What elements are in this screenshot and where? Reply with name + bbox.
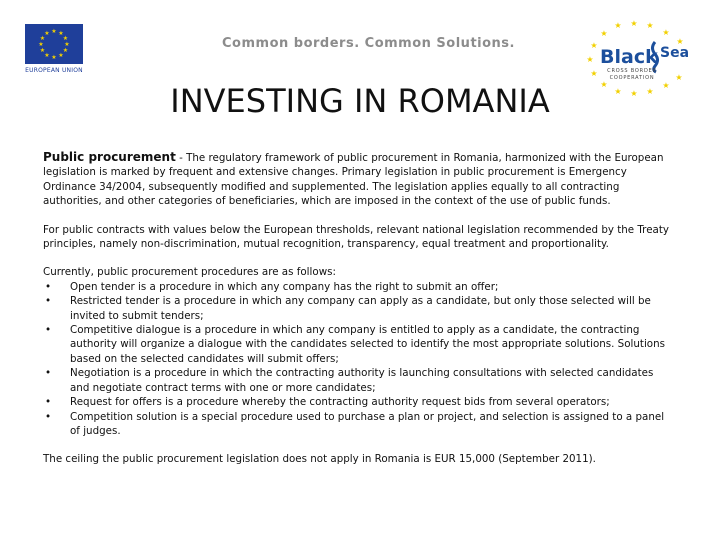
procedures-list [43, 280, 673, 438]
bullet: • [45, 367, 52, 380]
bs-line1: CROSS BORDER [607, 68, 657, 74]
bs-line2: COOPERATION [609, 75, 655, 81]
bullet: • [45, 295, 52, 308]
intro-lead: Public procurement [43, 150, 176, 164]
bs-word-black: Black [600, 46, 658, 68]
svg-text:★: ★ [38, 41, 44, 48]
svg-text:★: ★ [590, 69, 598, 78]
svg-text:★: ★ [39, 35, 46, 42]
list-item-text: Competitive dialogue is a procedure in which any company is entitled to apply as a candidate, the contracting authority will organize a dialogue with the candidates selected to identify the most appropriate solutions. Solutions based on the selected candidates will submit offers; [70, 324, 665, 365]
list-item [43, 294, 673, 323]
content-body [43, 150, 673, 481]
svg-text:★: ★ [58, 30, 64, 37]
svg-text:★: ★ [614, 21, 622, 30]
bullet: • [45, 324, 52, 337]
svg-text:★: ★ [62, 47, 69, 54]
eu-flag-icon [25, 24, 83, 64]
list-item [43, 280, 673, 294]
svg-text:★: ★ [586, 55, 594, 64]
svg-text:★: ★ [64, 41, 70, 48]
tagline: Common borders. Common Solutions. [222, 36, 515, 51]
svg-text:★: ★ [44, 30, 50, 37]
page-title: INVESTING IN ROMANIA [170, 82, 550, 120]
list-item-text: Negotiation is a procedure in which the contracting authority is launching consultations with selected candidates and negotiate contract terms with one or more candidates; [70, 367, 654, 394]
list-item-text: Open tender is a procedure in which any company has the right to submit an offer; [70, 280, 499, 293]
svg-text:★: ★ [39, 47, 46, 54]
procedures-intro: Currently, public procurement procedures are as follows: [43, 266, 336, 279]
svg-text:★: ★ [590, 41, 598, 50]
svg-text:★: ★ [62, 35, 69, 42]
list-item [43, 366, 673, 395]
bullet: • [45, 410, 52, 423]
bullet: • [45, 280, 52, 293]
svg-text:★: ★ [646, 87, 654, 96]
intro-paragraph [43, 150, 673, 209]
svg-text:★: ★ [51, 54, 57, 61]
ceiling-paragraph: The ceiling the public procurement legislation does not apply in Romania is EUR 15,000 (September 2011). [43, 453, 596, 466]
svg-text:★: ★ [44, 52, 50, 59]
list-item [43, 410, 673, 439]
svg-text:★: ★ [58, 52, 64, 59]
svg-text:★: ★ [662, 28, 670, 37]
svg-text:★: ★ [600, 29, 608, 38]
thresholds-paragraph: For public contracts with values below the European thresholds, relevant national legislation recommended by the Treaty principles, namely non-discrimination, mutual recognition, transparency, equal treatment and proportionality. [43, 223, 669, 251]
svg-text:★: ★ [600, 80, 608, 89]
eu-label: EUROPEAN UNION [25, 67, 83, 74]
eu-logo [25, 24, 83, 74]
bs-word-sea: Sea [660, 45, 690, 61]
svg-text:★: ★ [630, 19, 638, 28]
list-item [43, 323, 673, 366]
svg-text:★: ★ [662, 81, 670, 90]
list-item-text: Request for offers is a procedure whereby the contracting authority request bids from several operators; [70, 396, 610, 409]
list-item [43, 395, 673, 409]
svg-text:★: ★ [614, 87, 622, 96]
svg-text:★: ★ [675, 73, 683, 82]
list-item-text: Restricted tender is a procedure in which any company can apply as a candidate, but only those selected will be invited to submit tenders; [70, 295, 651, 322]
list-item-text: Competition solution is a special procedure used to purchase a plan or project, and selection is assigned to a panel of judges. [70, 410, 665, 437]
bullet: • [45, 396, 52, 409]
svg-text:★: ★ [646, 21, 654, 30]
svg-text:★: ★ [630, 89, 638, 98]
intro-text: - The regulatory framework of public procurement in Romania, harmonized with the European legislation is marked by frequent and extensive changes. Primary legislation in public procurement is Emergency Ordinance 34/2004, subsequently modified and supplemented. The legislation applies equally to all contracting authorities, and other categories of beneficiaries, which are imposed in the context of the use of public funds. [43, 152, 664, 208]
svg-text:★: ★ [51, 28, 57, 35]
svg-text:★: ★ [676, 37, 684, 46]
